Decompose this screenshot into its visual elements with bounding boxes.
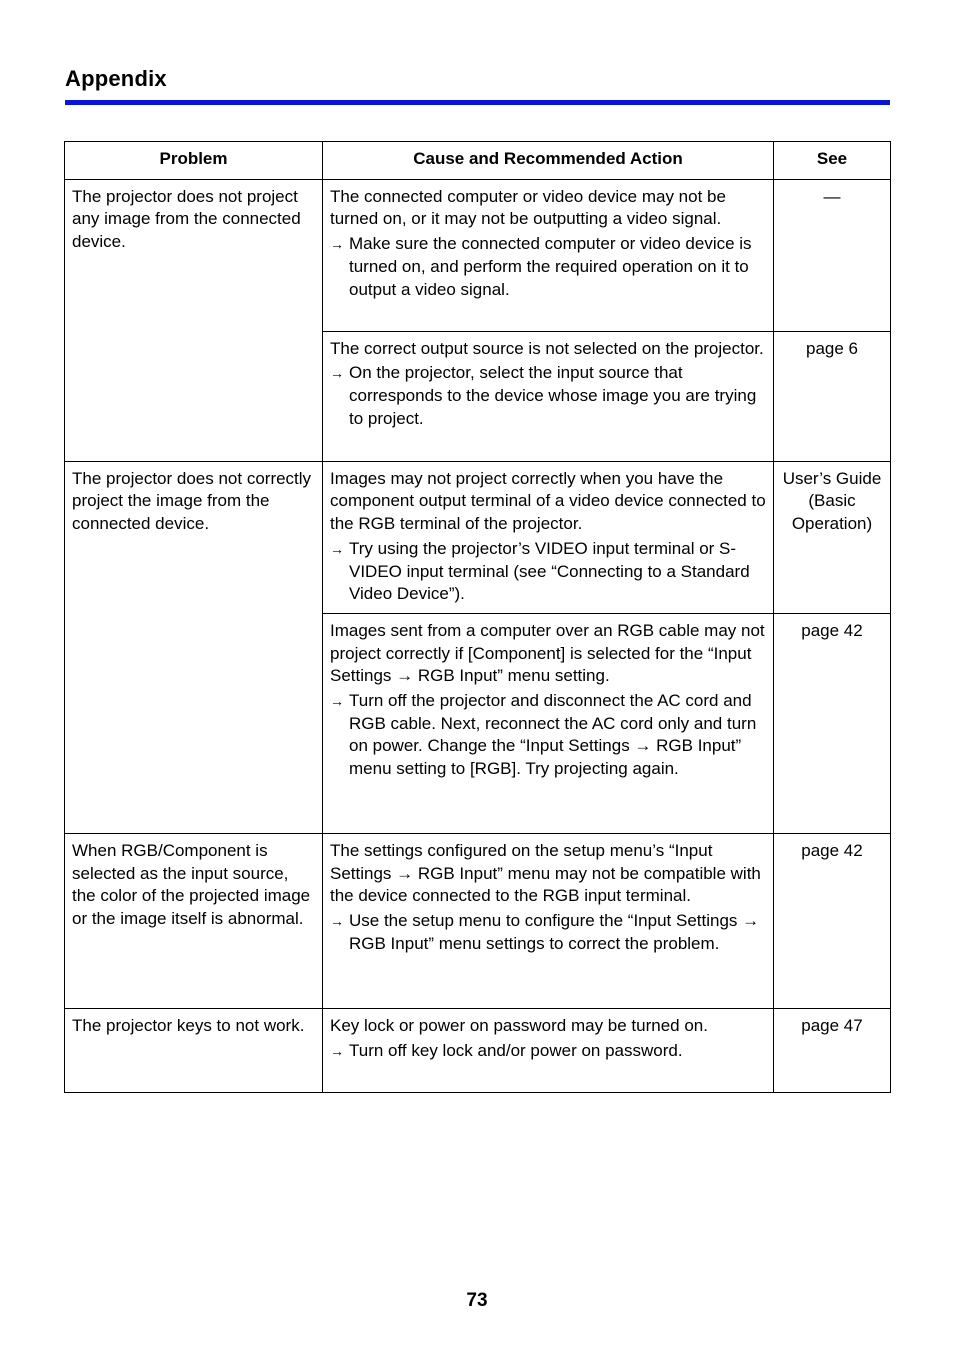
- see-cell: page 42: [774, 613, 891, 833]
- arrow-right-icon: →: [330, 540, 344, 557]
- recommended-action: [330, 233, 766, 301]
- cause-text: Images sent from a computer over an RGB cable may not project correctly if [Component] is selected for the “Input Settings → RGB Input” menu setting.: [330, 620, 765, 686]
- see-cell: page 47: [774, 1008, 891, 1092]
- header-divider: [65, 100, 890, 105]
- troubleshooting-table: [64, 141, 891, 1093]
- action-text: On the projector, select the input source that corresponds to the device whose image you are trying to project.: [349, 363, 757, 428]
- see-cell: page 42: [774, 833, 891, 1008]
- table-row: [65, 1008, 891, 1092]
- page-number: 73: [466, 1290, 488, 1311]
- recommended-action: [330, 910, 766, 955]
- recommended-action: [330, 1040, 766, 1063]
- problem-cell: The projector does not correctly project the image from the connected device.: [65, 461, 323, 833]
- cause-cell: [323, 461, 774, 613]
- column-header-problem: Problem: [65, 142, 323, 180]
- recommended-action: [330, 690, 766, 781]
- action-text: Use the setup menu to configure the “Input Settings → RGB Input” menu settings to correct the problem.: [349, 911, 760, 953]
- arrow-right-icon: →: [330, 236, 344, 253]
- table-row: [65, 461, 891, 613]
- cause-cell: [323, 331, 774, 461]
- cause-text: Key lock or power on password may be turned on.: [330, 1015, 708, 1035]
- table-header-row: [65, 142, 891, 180]
- page-title: Appendix: [65, 66, 167, 91]
- cause-cell: [323, 613, 774, 833]
- cause-text: The correct output source is not selected on the projector.: [330, 338, 764, 358]
- recommended-action: [330, 362, 766, 430]
- action-text: Turn off the projector and disconnect the AC cord and RGB cable. Next, reconnect the AC cord only and turn on power. Change the “Input Settings → RGB Input” menu setting to [RGB]. Try projecting again.: [349, 691, 757, 779]
- problem-cell: When RGB/Component is selected as the input source, the color of the projected image or the image itself is abnormal.: [65, 833, 323, 1008]
- see-cell: page 6: [774, 331, 891, 461]
- see-cell: —: [774, 179, 891, 331]
- cause-text: The connected computer or video device may not be turned on, or it may not be outputting a video signal.: [330, 186, 726, 229]
- column-header-cause: Cause and Recommended Action: [323, 142, 774, 180]
- cause-cell: [323, 1008, 774, 1092]
- action-text: Try using the projector’s VIDEO input terminal or S-VIDEO input terminal (see “Connecting to a Standard Video Device”).: [349, 538, 750, 604]
- table-row: [65, 833, 891, 1008]
- problem-cell: The projector keys to not work.: [65, 1008, 323, 1092]
- problem-cell: The projector does not project any image from the connected device.: [65, 179, 323, 461]
- column-header-see: See: [774, 142, 891, 180]
- table-row: [65, 179, 891, 331]
- cause-text: Images may not project correctly when you have the component output terminal of a video device connected to the RGB terminal of the projector.: [330, 468, 766, 534]
- arrow-right-icon: →: [330, 913, 344, 930]
- cause-cell: [323, 179, 774, 331]
- arrow-right-icon: →: [330, 1042, 344, 1059]
- see-cell: User’s Guide (Basic Operation): [774, 461, 891, 613]
- arrow-right-icon: →: [330, 693, 344, 710]
- action-text: Turn off key lock and/or power on password.: [349, 1040, 683, 1060]
- cause-text: The settings configured on the setup menu’s “Input Settings → RGB Input” menu may not be compatible with the device connected to the RGB input terminal.: [330, 840, 761, 906]
- arrow-right-icon: →: [330, 365, 344, 382]
- recommended-action: [330, 538, 766, 606]
- action-text: Make sure the connected computer or video device is turned on, and perform the required operation on it to output a video signal.: [349, 234, 752, 299]
- cause-cell: [323, 833, 774, 1008]
